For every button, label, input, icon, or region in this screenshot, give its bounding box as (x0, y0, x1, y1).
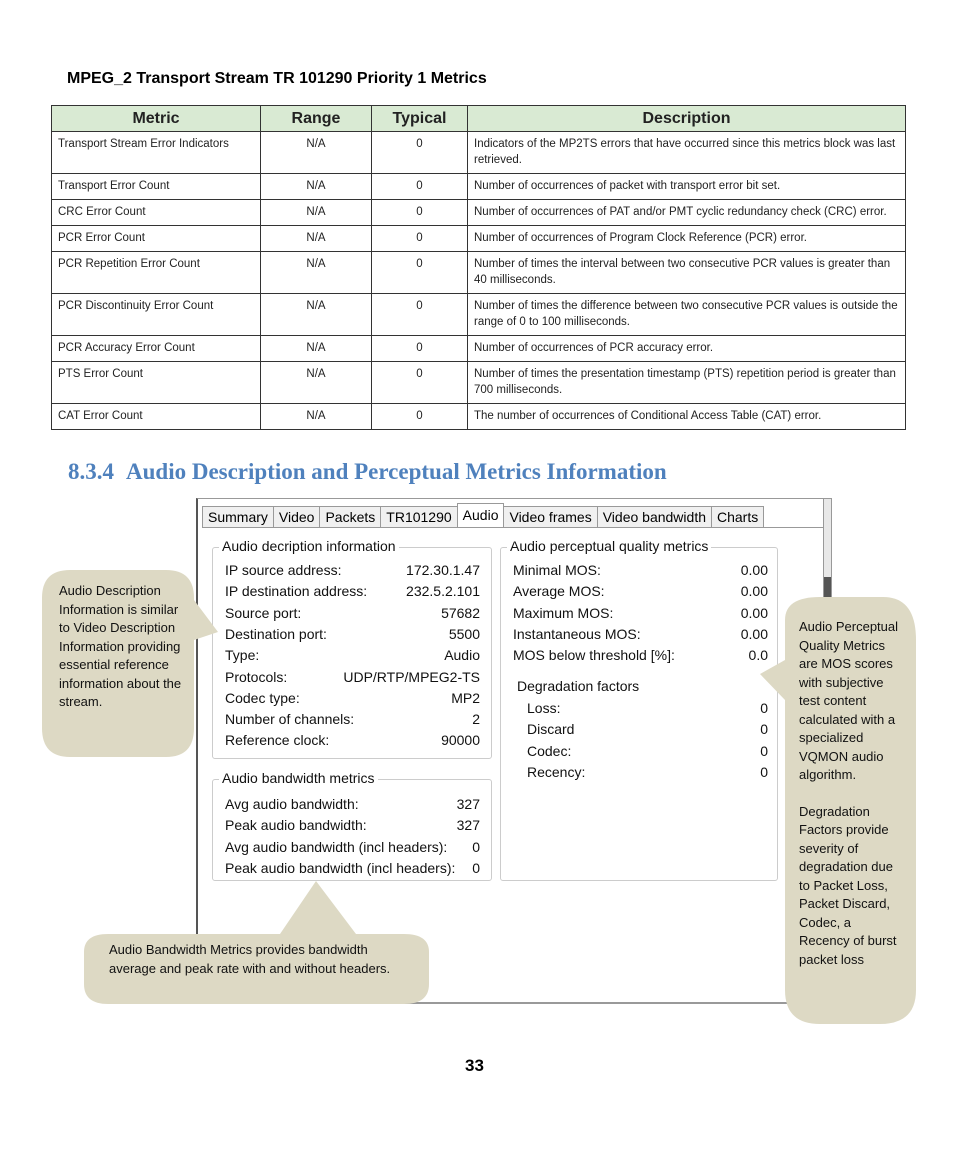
audio-description-label: IP destination address: (225, 583, 368, 600)
cell-typical: 0 (372, 252, 468, 294)
cell-range: N/A (261, 200, 372, 226)
cell-metric: PCR Error Count (52, 226, 261, 252)
audio-description-value: 2 (472, 711, 480, 728)
audio-description-value: MP2 (451, 689, 480, 706)
audio-description-label: Reference clock: (225, 732, 330, 749)
cell-range: N/A (261, 226, 372, 252)
cell-typical: 0 (372, 362, 468, 404)
audio-description-value: 232.5.2.101 (406, 583, 480, 600)
cell-typical: 0 (372, 200, 468, 226)
audio-description-label: Type: (225, 647, 260, 664)
audio-description-label: Protocols: (225, 668, 288, 685)
audio-description-value: Audio (444, 647, 480, 664)
cell-range: N/A (261, 294, 372, 336)
audio-perceptual-label: Instantaneous MOS: (513, 625, 641, 642)
degradation-value: 0 (760, 763, 768, 780)
cell-description: Number of occurrences of Program Clock Reference (PCR) error. (468, 226, 906, 252)
header-typical: Typical (372, 106, 468, 132)
audio-description-label: Number of channels: (225, 711, 355, 728)
audio-bandwidth-label: Peak audio bandwidth (incl headers): (225, 859, 456, 876)
cell-metric: PCR Discontinuity Error Count (52, 294, 261, 336)
audio-perceptual-value: 0.00 (740, 604, 768, 621)
degradation-value: 0 (760, 721, 768, 738)
audio-perceptual-value: 0.0 (748, 647, 768, 664)
audio-description-label: IP source address: (225, 562, 342, 578)
degradation-label: Discard (527, 721, 575, 738)
tab-video-frames[interactable]: Video frames (503, 506, 597, 528)
header-range: Range (261, 106, 372, 132)
cell-metric: PCR Accuracy Error Count (52, 336, 261, 362)
cell-metric: PTS Error Count (52, 362, 261, 404)
audio-description-title: Audio decription information (219, 538, 399, 554)
cell-description: Number of times the difference between two consecutive PCR values is outside the range of 0 to 100 milliseconds. (468, 294, 906, 336)
cell-typical: 0 (372, 132, 468, 174)
cell-metric: CAT Error Count (52, 404, 261, 430)
cell-typical: 0 (372, 226, 468, 252)
degradation-factors-title: Degradation factors (517, 678, 640, 694)
cell-range: N/A (261, 404, 372, 430)
cell-range: N/A (261, 132, 372, 174)
header-description: Description (468, 106, 906, 132)
callout-perceptual-text (799, 618, 903, 969)
cell-range: N/A (261, 252, 372, 294)
audio-perceptual-label: Minimal MOS: (513, 562, 601, 578)
audio-description-value: 90000 (441, 732, 480, 749)
header-metric: Metric (52, 106, 261, 132)
audio-perceptual-value: 0.00 (740, 562, 768, 578)
tab-charts[interactable]: Charts (711, 506, 764, 528)
section-title: Audio Description and Perceptual Metrics Information (126, 459, 667, 484)
audio-description-value: 172.30.1.47 (406, 562, 480, 578)
cell-metric: Transport Error Count (52, 174, 261, 200)
audio-bandwidth-value: 327 (456, 817, 480, 834)
cell-range: N/A (261, 174, 372, 200)
table-title: MPEG_2 Transport Stream TR 101290 Priority 1 Metrics (67, 70, 487, 87)
cell-typical: 0 (372, 294, 468, 336)
callout-perceptual-para-1: Audio Perceptual Quality Metrics are MOS scores with subjective test content calculated with a specialized VQMON audio algorithm. (799, 619, 899, 782)
cell-range: N/A (261, 362, 372, 404)
audio-bandwidth-value: 0 (472, 838, 480, 855)
cell-description: The number of occurrences of Conditional Access Table (CAT) error. (468, 404, 906, 430)
audio-perceptual-label: Average MOS: (513, 583, 605, 600)
audio-perceptual-label: Maximum MOS: (513, 604, 614, 621)
audio-bandwidth-title: Audio bandwidth metrics (219, 770, 378, 786)
cell-metric: Transport Stream Error Indicators (52, 132, 261, 174)
cell-description: Number of occurrences of PCR accuracy error. (468, 336, 906, 362)
section-number: 8.3.4 (68, 459, 114, 484)
tab-audio[interactable]: Audio (457, 503, 505, 528)
tab-summary[interactable]: Summary (202, 506, 274, 528)
page-number: 33 (465, 1056, 484, 1075)
audio-perceptual-value: 0.00 (740, 583, 768, 600)
audio-bandwidth-value: 327 (456, 796, 480, 812)
audio-description-value: 57682 (441, 604, 480, 621)
cell-description: Number of times the interval between two consecutive PCR values is greater than 40 milliseconds. (468, 252, 906, 294)
cell-description: Number of times the presentation timestamp (PTS) repetition period is greater than 700 milliseconds. (468, 362, 906, 404)
audio-perceptual-label: MOS below threshold [%]: (513, 647, 675, 664)
audio-bandwidth-label: Peak audio bandwidth: (225, 817, 367, 834)
tab-tr101290[interactable]: TR101290 (380, 506, 457, 528)
degradation-value: 0 (760, 700, 768, 716)
audio-bandwidth-label: Avg audio bandwidth: (225, 796, 359, 812)
cell-typical: 0 (372, 174, 468, 200)
audio-description-label: Source port: (225, 604, 302, 621)
cell-range: N/A (261, 336, 372, 362)
cell-metric: PCR Repetition Error Count (52, 252, 261, 294)
degradation-label: Loss: (527, 700, 561, 716)
degradation-value: 0 (760, 742, 768, 759)
tab-video[interactable]: Video (273, 506, 321, 528)
audio-perceptual-title: Audio perceptual quality metrics (507, 538, 711, 554)
cell-description: Number of occurrences of packet with transport error bit set. (468, 174, 906, 200)
cell-typical: 0 (372, 336, 468, 362)
cell-typical: 0 (372, 404, 468, 430)
audio-bandwidth-label: Avg audio bandwidth (incl headers): (225, 838, 448, 855)
cell-metric: CRC Error Count (52, 200, 261, 226)
cell-description: Indicators of the MP2TS errors that have occurred since this metrics block was last retrieved. (468, 132, 906, 174)
audio-description-label: Codec type: (225, 689, 300, 706)
callout-bandwidth-text: Audio Bandwidth Metrics provides bandwidth average and peak rate with and without headers. (109, 942, 391, 976)
callout-description-text: Audio Description Information is similar to Video Description Information providing essential reference information about the stream. (59, 583, 182, 709)
audio-description-value: 5500 (448, 625, 480, 642)
audio-description-value: UDP/RTP/MPEG2-TS (343, 668, 480, 685)
tab-packets[interactable]: Packets (319, 506, 381, 528)
audio-description-label: Destination port: (225, 625, 327, 642)
cell-description: Number of occurrences of PAT and/or PMT cyclic redundancy check (CRC) error. (468, 200, 906, 226)
degradation-label: Recency: (527, 763, 586, 780)
audio-bandwidth-value: 0 (472, 859, 480, 876)
callout-perceptual-para-2: Degradation Factors provide severity of degradation due to Packet Loss, Packet Discard, Codec, a Recency of burst packet loss (799, 803, 897, 967)
audio-perceptual-value: 0.00 (740, 625, 768, 642)
degradation-label: Codec: (527, 742, 572, 759)
tab-video-bandwidth[interactable]: Video bandwidth (597, 506, 712, 528)
